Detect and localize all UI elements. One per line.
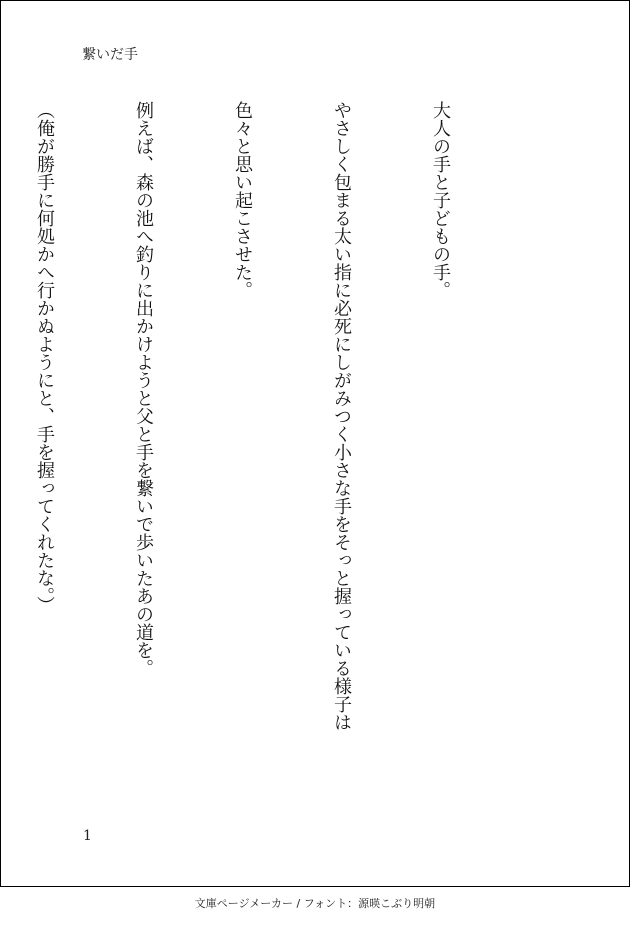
footer-credit: 文庫ページメーカー / フォント：源暎こぶり明朝 — [194, 897, 436, 910]
text-column-5: （俺が勝手に何処かへ行かぬようにと、手を握ってくれたな。） — [34, 101, 55, 614]
text-column-3: 色々と思い起こさせた。 — [232, 101, 253, 299]
page-number: 1 — [83, 828, 92, 844]
text-column-4: 例えば、森の池へ釣りに出かけようと父と手を繋いで歩いたあの道を。 — [133, 101, 154, 677]
vertical-body-text — [0, 101, 523, 801]
page-title: 繋いだ手 — [82, 47, 138, 63]
text-column-1: 大人の手と子どもの手。 — [430, 101, 451, 299]
text-column-2: やさしく包まる太い指に必死にしがみつく小さな手をそっと握っている様子は — [331, 101, 352, 731]
